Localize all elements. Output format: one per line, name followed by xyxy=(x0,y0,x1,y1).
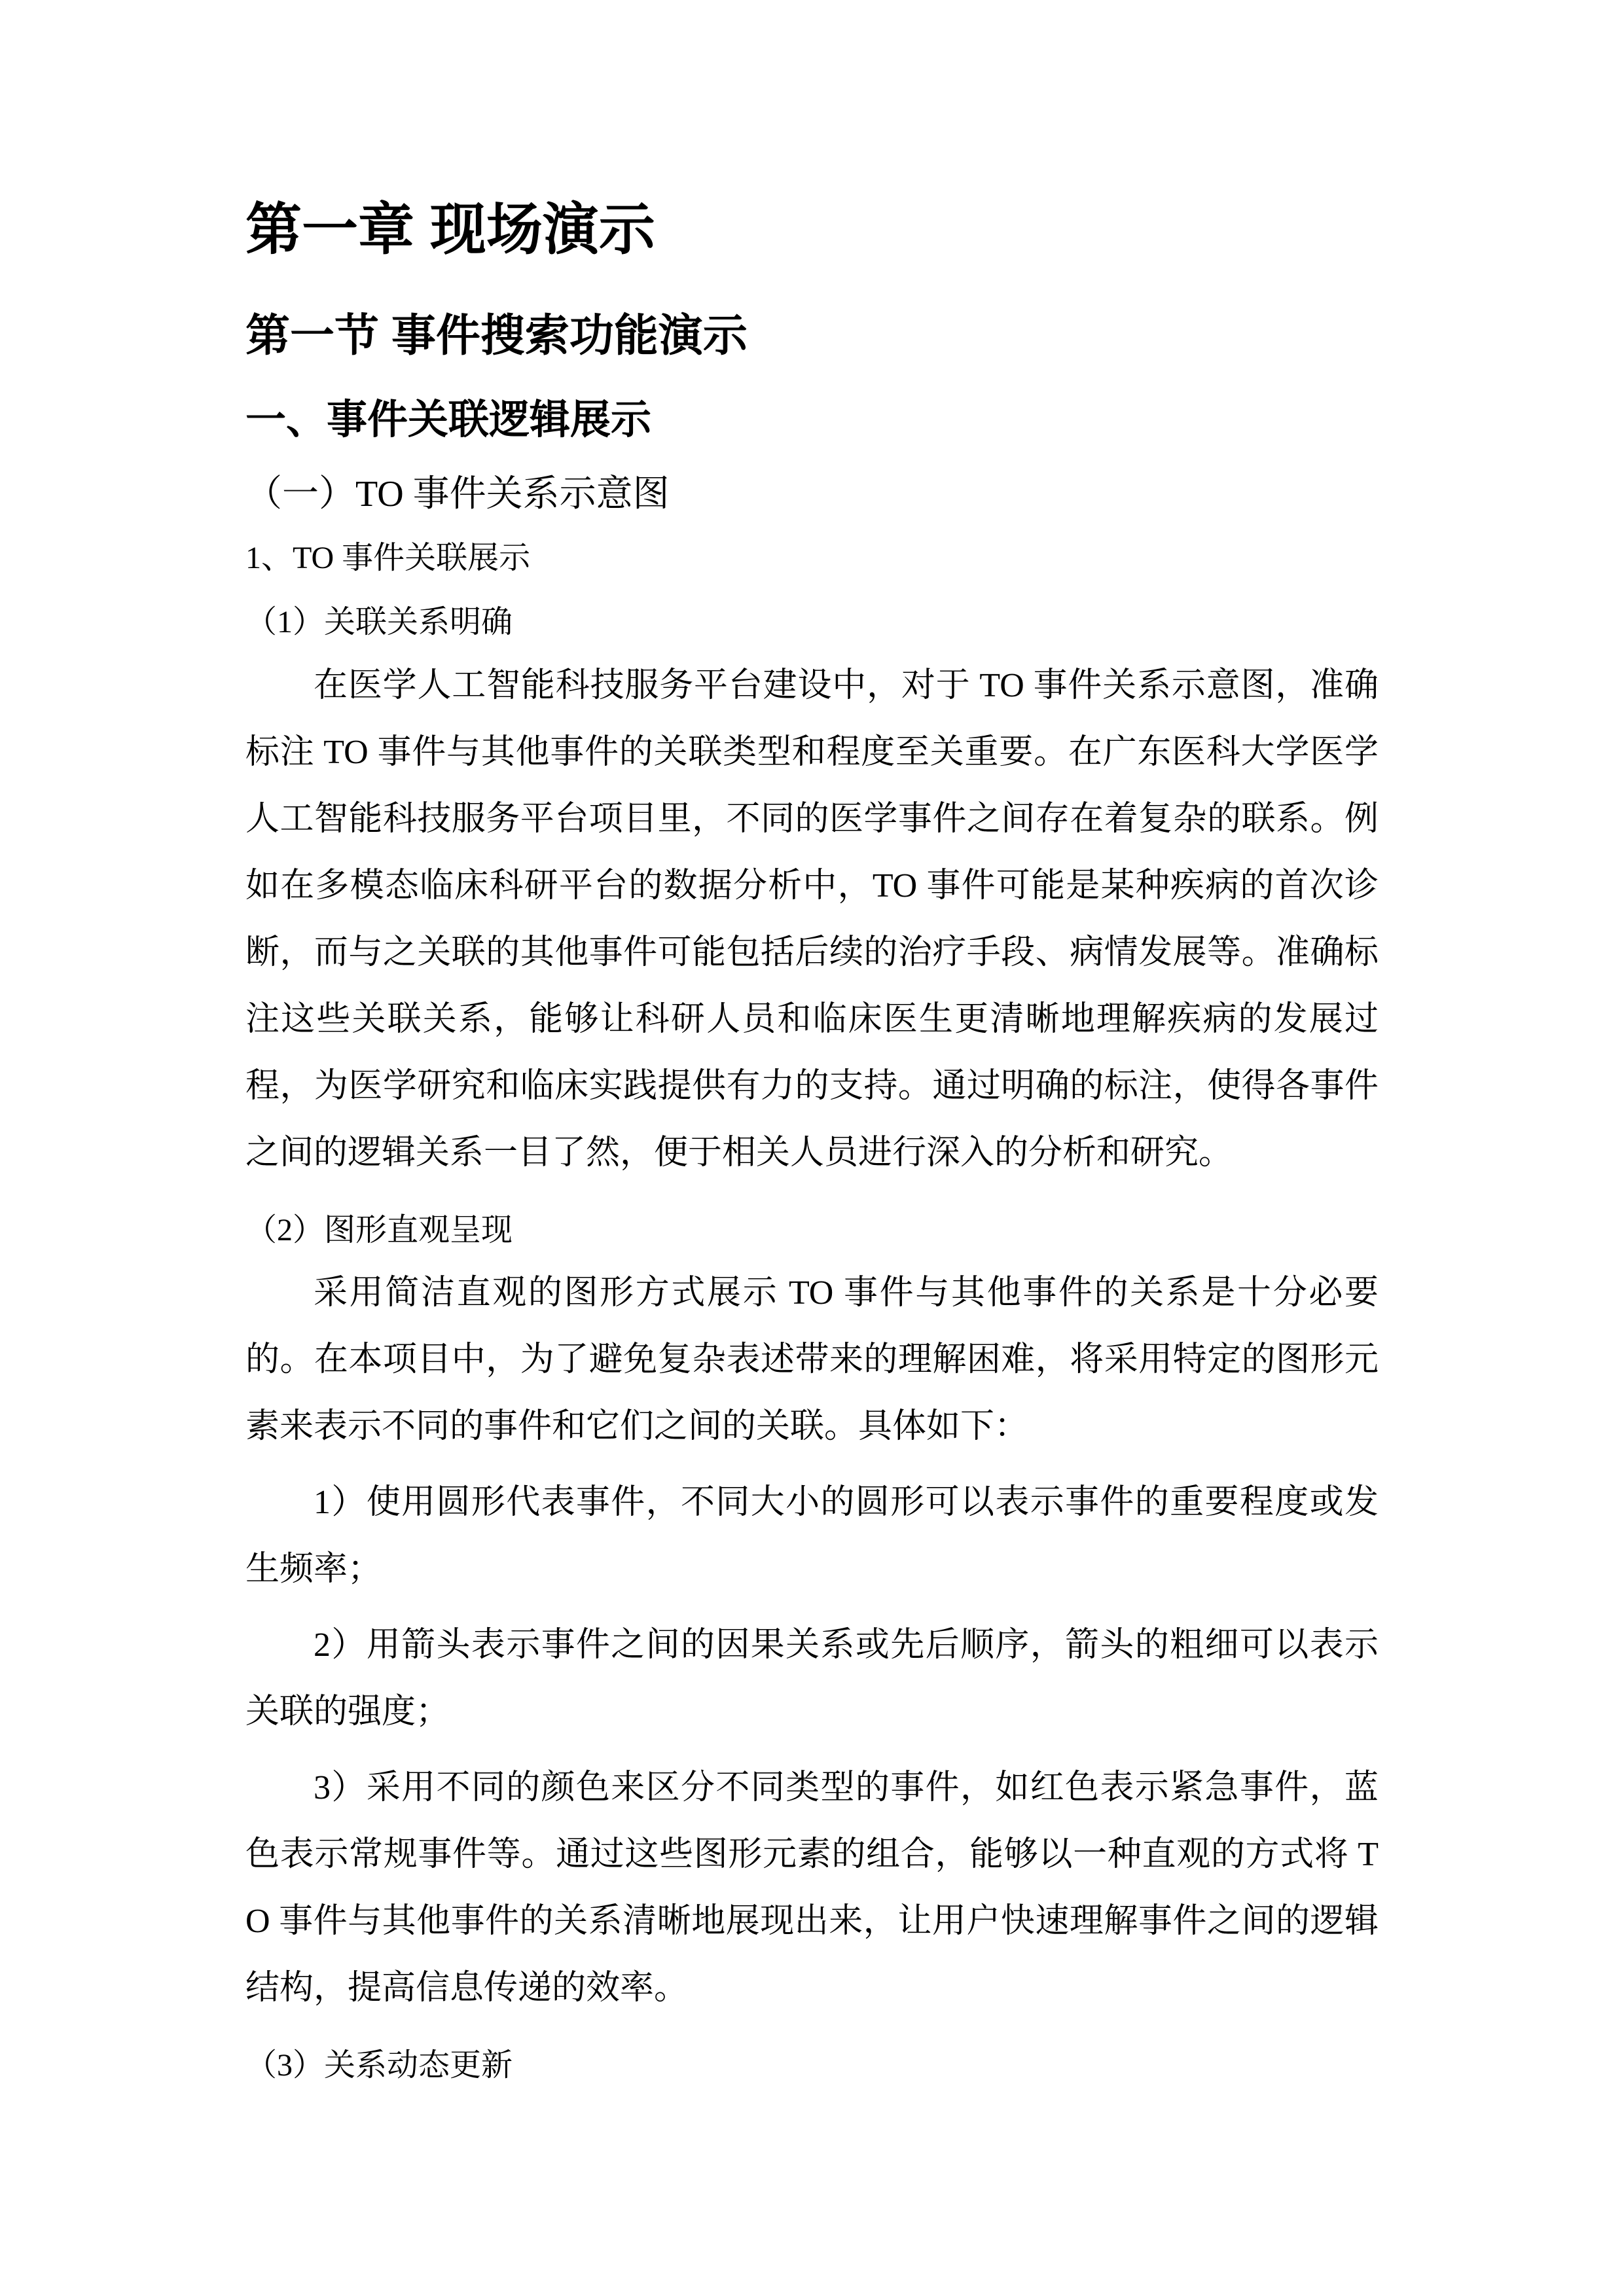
section-heading: 第一节 事件搜索功能演示 xyxy=(245,311,748,361)
point-1-paragraph: 在医学人工智能科技服务平台建设中，对于 TO 事件关系示意图，准确标注 TO 事件与其他事件的关联类型和程度至关重要。在广东医科大学医学人工智能科技服务平台项目里，不同的医学事件之间存在着复杂的联系。例如在多模态临床科研平台的数据分析中，TO 事件可能是某种疾病的首次诊断，而与之关联的其他事件可能包括后续的治疗手段、病情发展等。准确标注这些关联关系，能够让科研人员和临床医生更清晰地理解疾病的发展过程，为医学研究和临床实践提供有力的支持。通过明确的标注，使得各事件之间的逻辑关系一目了然，便于相关人员进行深入的分析和研究。 xyxy=(245,666,1379,1172)
point-2-heading: （2）图形直观呈现 xyxy=(245,1212,513,1247)
point-1-heading: （1）关联关系明确 xyxy=(245,605,513,640)
numbered-list-item-3: 3）采用不同的颜色来区分不同类型的事件，如红色表示紧急事件，蓝色表示常规事件等。通过这些图形元素的组合，能够以一种直观的方式将 TO 事件与其他事件的关系清晰地展现出来，让用户快速理解事件之间的逻辑结构，提高信息传递的效率。 xyxy=(245,1769,1379,2007)
numbered-list-item-2: 2）用箭头表示事件之间的因果关系或先后顺序，箭头的粗细可以表示关联的强度； xyxy=(245,1626,1379,1731)
point-2-paragraph: 采用简洁直观的图形方式展示 TO 事件与其他事件的关系是十分必要的。在本项目中，为了避免复杂表述带来的理解困难，将采用特定的图形元素来表示不同的事件和它们之间的关联。具体如下： xyxy=(245,1274,1379,1446)
topic-heading: （一）TO 事件关系示意图 xyxy=(245,474,670,515)
subsection-heading: 一、事件关联逻辑展示 xyxy=(245,397,652,442)
point-3-heading: （3）关系动态更新 xyxy=(245,2048,513,2083)
chapter-heading: 第一章 现场演示 xyxy=(245,198,655,261)
numbered-list-item-1: 1）使用圆形代表事件，不同大小的圆形可以表示事件的重要程度或发生频率； xyxy=(245,1484,1379,1588)
item-heading: 1、TO 事件关联展示 xyxy=(245,540,531,575)
